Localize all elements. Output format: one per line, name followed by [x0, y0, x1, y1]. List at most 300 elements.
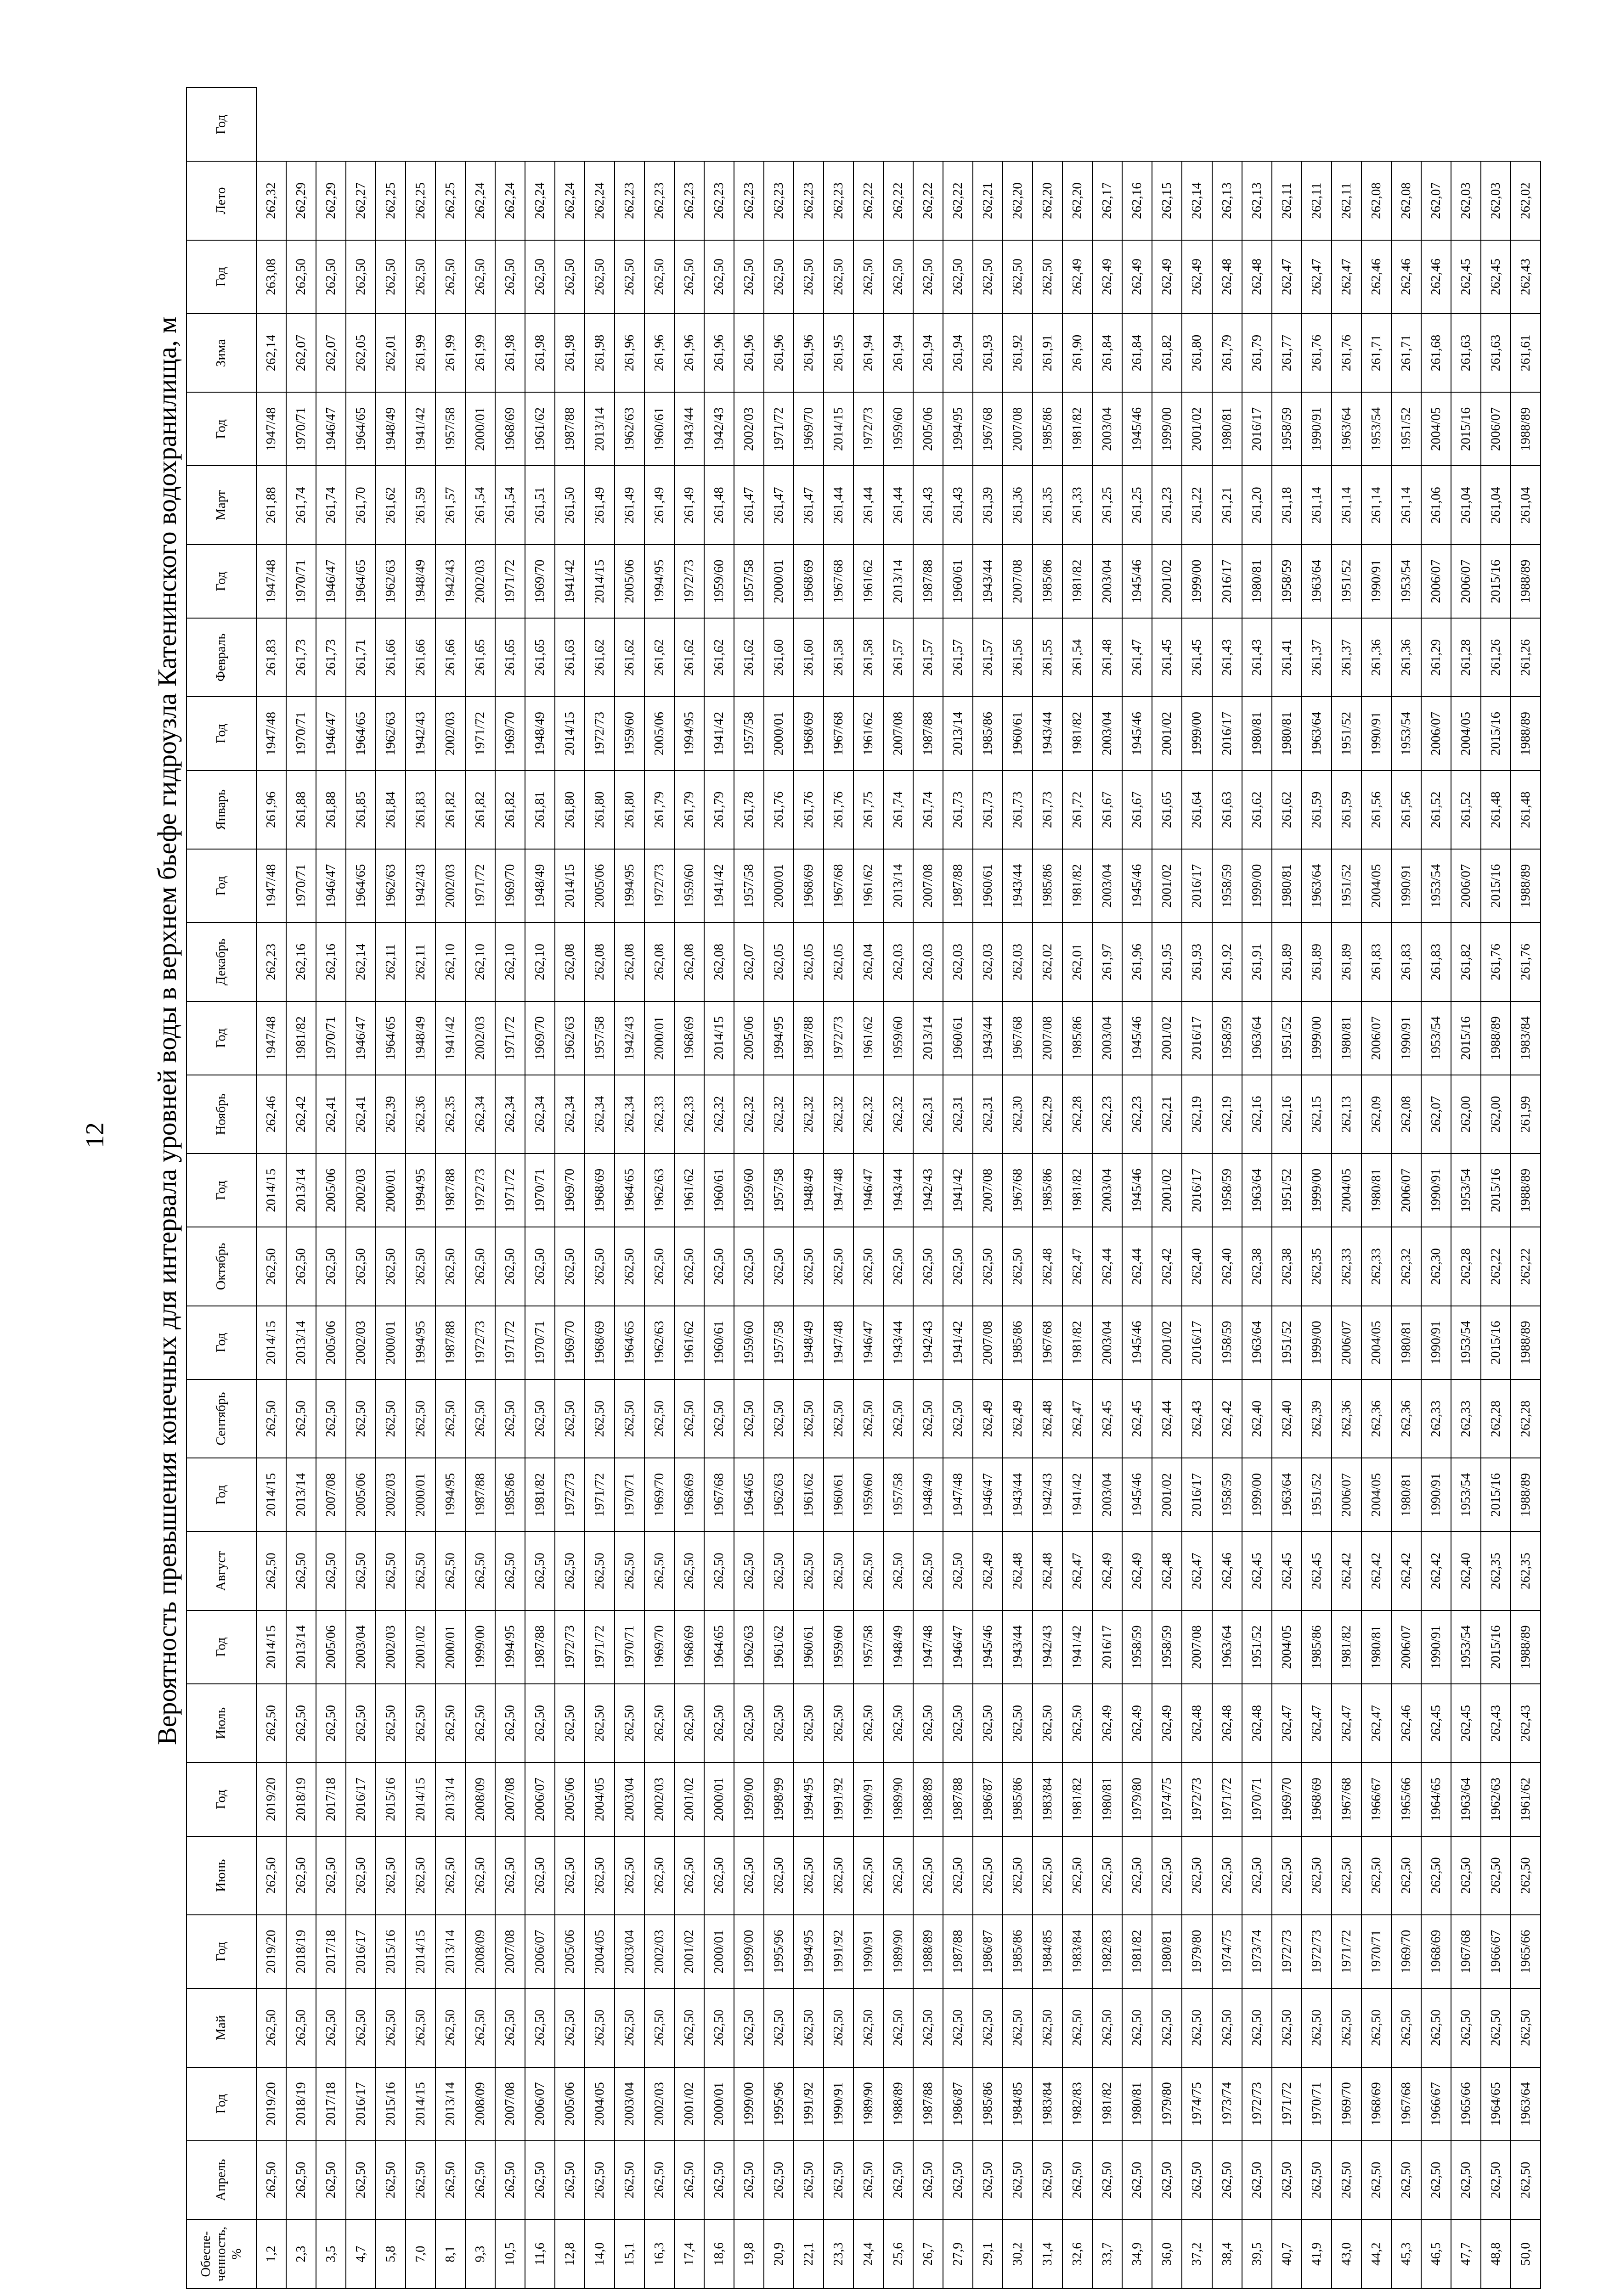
table-row: [1481, 88, 1511, 2289]
table-cell: 1980/81: [1361, 1610, 1391, 1684]
probability-cell: 46,5: [1421, 2219, 1451, 2289]
table-cell: 1979/80: [1152, 2067, 1182, 2141]
table-cell: 262,20: [1062, 161, 1092, 240]
table-cell: 1970/71: [286, 849, 316, 923]
table-cell: 262,00: [1481, 1075, 1511, 1154]
probability-cell: 26,7: [913, 2219, 943, 2289]
table-cell: 262,50: [376, 1836, 406, 1915]
table-cell: 262,50: [973, 1227, 1003, 1306]
table-cell: 1987/88: [525, 1610, 555, 1684]
table-cell: 262,50: [495, 1379, 525, 1458]
table-cell: 261,57: [883, 618, 913, 697]
table-cell: 2004/05: [1361, 849, 1391, 923]
table-cell: 262,50: [794, 1531, 824, 1610]
table-cell: 2004/05: [585, 1762, 615, 1836]
table-cell: 1972/73: [465, 1306, 495, 1379]
table-cell: 2013/14: [913, 1002, 943, 1075]
table-cell: 262,50: [1152, 1988, 1182, 2067]
table-cell: 262,50: [794, 1684, 824, 1762]
table-cell: 261,43: [943, 466, 973, 545]
table-cell: 261,76: [1332, 314, 1361, 392]
table-cell: 262,50: [1242, 1988, 1272, 2067]
table-cell: 262,46: [1391, 1684, 1421, 1762]
table-cell: 262,50: [406, 1988, 435, 2067]
column-header: Август: [186, 1531, 256, 1610]
table-cell: 262,50: [704, 2141, 734, 2219]
table-cell: 261,43: [1212, 618, 1242, 697]
table-cell: 1943/44: [1003, 1610, 1033, 1684]
table-cell: 1963/64: [1302, 697, 1332, 770]
table-cell: 261,04: [1481, 466, 1511, 545]
table-cell: 262,50: [525, 1684, 555, 1762]
table-cell: 261,88: [316, 771, 346, 849]
table-cell: 1959/60: [734, 1306, 764, 1379]
table-cell: 262,03: [913, 923, 943, 1001]
table-cell: 2007/08: [495, 1915, 525, 1988]
table-cell: 1972/73: [555, 1610, 585, 1684]
table-cell: 1987/88: [435, 1154, 465, 1227]
table-cell: 1971/72: [1212, 1762, 1242, 1836]
table-cell: 2003/04: [1092, 697, 1122, 770]
column-header: Ноябрь: [186, 1075, 256, 1154]
table-row: [1421, 88, 1451, 2289]
table-cell: 2014/15: [256, 1610, 286, 1684]
table-cell: 1941/42: [1062, 1458, 1092, 1531]
table-cell: 1971/72: [764, 392, 794, 466]
table-cell: 262,50: [316, 1531, 346, 1610]
table-cell: 261,57: [913, 618, 943, 697]
table-cell: 262,48: [1182, 1684, 1212, 1762]
table-cell: 2003/04: [615, 2067, 644, 2141]
table-cell: 1987/88: [555, 392, 585, 466]
table-cell: 262,50: [1332, 1836, 1361, 1915]
table-cell: 1959/60: [615, 697, 644, 770]
table-cell: 1985/86: [1033, 392, 1062, 466]
table-cell: 261,79: [704, 771, 734, 849]
table-row: [555, 88, 585, 2289]
table-cell: 1981/82: [1062, 849, 1092, 923]
table-cell: 1958/59: [1212, 849, 1242, 923]
table-cell: 262,50: [495, 1227, 525, 1306]
document-title: Вероятность превышения конечных для интервала уровней воды в верхнем бьефе гидроузла Катенинского водохранилища, м: [152, 316, 182, 1745]
table-cell: 1957/58: [883, 1458, 913, 1531]
probability-cell: 27,9: [943, 2219, 973, 2289]
table-cell: 1988/89: [1511, 849, 1541, 923]
table-cell: 261,47: [764, 466, 794, 545]
table-cell: 1988/89: [1511, 545, 1541, 618]
table-cell: 261,67: [1122, 771, 1152, 849]
table-cell: 1983/84: [1511, 1002, 1541, 1075]
table-cell: 261,96: [704, 314, 734, 392]
table-cell: 1973/74: [1212, 2067, 1242, 2141]
table-cell: 1988/89: [1511, 1306, 1541, 1379]
table-cell: 2005/06: [734, 1002, 764, 1075]
table-cell: 1999/00: [734, 2067, 764, 2141]
table-cell: 261,80: [1182, 314, 1212, 392]
table-row: [1511, 88, 1541, 2289]
table-cell: 1966/67: [1481, 1915, 1511, 1988]
table-row: [406, 88, 435, 2289]
table-cell: 1994/95: [406, 1306, 435, 1379]
table-cell: 2005/06: [913, 392, 943, 466]
table-cell: 1947/48: [256, 697, 286, 770]
table-cell: 261,96: [674, 314, 704, 392]
table-cell: 1942/43: [1033, 1458, 1062, 1531]
table-cell: 262,23: [644, 161, 674, 240]
table-cell: 261,55: [1033, 618, 1062, 697]
table-cell: 1981/82: [1092, 2067, 1122, 2141]
table-cell: 1969/70: [555, 1306, 585, 1379]
table-cell: 1960/61: [943, 545, 973, 618]
table-cell: 1985/86: [973, 697, 1003, 770]
table-cell: 262,25: [406, 161, 435, 240]
table-cell: 2004/05: [1421, 392, 1451, 466]
table-cell: 1946/47: [316, 697, 346, 770]
table-cell: 261,54: [465, 466, 495, 545]
table-cell: 262,17: [1092, 161, 1122, 240]
table-cell: 261,74: [913, 771, 943, 849]
table-cell: 262,07: [734, 923, 764, 1001]
table-cell: 262,19: [1212, 1075, 1242, 1154]
table-cell: 262,13: [1212, 161, 1242, 240]
table-cell: 1958/59: [1272, 392, 1302, 466]
table-row: [644, 88, 674, 2289]
table-cell: 1969/70: [555, 1154, 585, 1227]
table-row: [346, 88, 376, 2289]
table-cell: 262,50: [1212, 1988, 1242, 2067]
table-cell: 2017/18: [316, 1762, 346, 1836]
table-cell: 1985/86: [1003, 1762, 1033, 1836]
table-cell: 262,50: [1122, 1988, 1152, 2067]
table-row: [316, 88, 346, 2289]
table-cell: 2014/15: [824, 392, 853, 466]
table-cell: 261,82: [1451, 923, 1481, 1001]
table-cell: 262,50: [1152, 2141, 1182, 2219]
table-cell: 261,81: [525, 771, 555, 849]
table-cell: 261,63: [555, 618, 585, 697]
table-cell: 262,19: [1182, 1075, 1212, 1154]
table-cell: 262,01: [1062, 923, 1092, 1001]
table-cell: 262,50: [883, 1227, 913, 1306]
table-cell: 262,50: [465, 1836, 495, 1915]
table-cell: 262,41: [346, 1075, 376, 1154]
table-cell: 262,49: [1092, 1531, 1122, 1610]
table-cell: 2002/03: [346, 1306, 376, 1379]
table-cell: 262,43: [1511, 1684, 1541, 1762]
table-cell: 2004/05: [585, 2067, 615, 2141]
table-cell: 1971/72: [1272, 2067, 1302, 2141]
table-cell: 1972/73: [585, 697, 615, 770]
table-cell: 1942/43: [704, 392, 734, 466]
table-cell: 262,50: [346, 1379, 376, 1458]
table-cell: 262,04: [853, 923, 883, 1001]
table-cell: 1946/47: [316, 849, 346, 923]
table-cell: 261,54: [495, 466, 525, 545]
table-cell: 262,50: [704, 240, 734, 314]
table-cell: 2001/02: [1152, 1002, 1182, 1075]
table-cell: 1948/49: [794, 1154, 824, 1227]
table-cell: 2017/18: [316, 2067, 346, 2141]
table-cell: 1999/00: [1302, 1154, 1332, 1227]
table-cell: 262,23: [1122, 1075, 1152, 1154]
table-cell: 1957/58: [764, 1306, 794, 1379]
table-cell: 1970/71: [615, 1458, 644, 1531]
table-cell: 261,47: [794, 466, 824, 545]
table-cell: 261,36: [1391, 618, 1421, 697]
table-cell: 262,50: [1451, 1836, 1481, 1915]
table-cell: 261,48: [704, 466, 734, 545]
table-cell: 263,08: [256, 240, 286, 314]
table-cell: 1983/84: [1033, 2067, 1062, 2141]
table-cell: 2003/04: [1092, 1458, 1122, 1531]
table-cell: 262,50: [1092, 1988, 1122, 2067]
table-cell: 261,14: [1302, 466, 1332, 545]
table-cell: 2013/14: [585, 392, 615, 466]
table-cell: 262,40: [1451, 1531, 1481, 1610]
table-cell: 262,49: [1122, 240, 1152, 314]
table-cell: 1963/64: [1212, 1610, 1242, 1684]
table-cell: 261,83: [1421, 923, 1451, 1001]
table-cell: 262,50: [734, 2141, 764, 2219]
table-cell: 1980/81: [1092, 1762, 1122, 1836]
table-cell: 262,46: [1212, 1531, 1242, 1610]
table-cell: 261,62: [615, 618, 644, 697]
table-cell: 261,72: [1062, 771, 1092, 849]
table-cell: 261,96: [794, 314, 824, 392]
table-cell: 262,50: [734, 1684, 764, 1762]
table-cell: 262,50: [555, 1531, 585, 1610]
table-cell: 1980/81: [1242, 545, 1272, 618]
table-cell: 1945/46: [1122, 392, 1152, 466]
table-cell: 2005/06: [555, 1915, 585, 1988]
table-cell: 262,50: [644, 1379, 674, 1458]
table-cell: 2016/17: [1182, 1458, 1212, 1531]
table-cell: 1943/44: [883, 1154, 913, 1227]
table-cell: 2004/05: [1451, 697, 1481, 770]
table-cell: 262,14: [1182, 161, 1212, 240]
table-cell: 1951/52: [1391, 392, 1421, 466]
table-cell: 1951/52: [1272, 1002, 1302, 1075]
table-cell: 261,26: [1511, 618, 1541, 697]
table-cell: 1969/70: [495, 697, 525, 770]
table-cell: 1969/70: [495, 849, 525, 923]
probability-cell: 33,7: [1092, 2219, 1122, 2289]
table-cell: 261,63: [1212, 771, 1242, 849]
table-cell: 262,44: [1092, 1227, 1122, 1306]
table-cell: 1991/92: [794, 2067, 824, 2141]
table-cell: 262,50: [824, 1988, 853, 2067]
table-cell: 262,39: [1302, 1379, 1332, 1458]
table-cell: 1987/88: [794, 1002, 824, 1075]
table-cell: 261,41: [1272, 618, 1302, 697]
table-cell: 261,52: [1421, 771, 1451, 849]
table-cell: 1994/95: [674, 697, 704, 770]
table-cell: 1969/70: [794, 392, 824, 466]
table-cell: 261,80: [585, 771, 615, 849]
table-cell: 1948/49: [376, 392, 406, 466]
table-cell: 1964/65: [376, 1002, 406, 1075]
table-cell: 1999/00: [465, 1610, 495, 1684]
table-cell: 1994/95: [435, 1458, 465, 1531]
table-cell: 261,79: [1212, 314, 1242, 392]
table-cell: 1981/82: [286, 1002, 316, 1075]
table-cell: 261,65: [1152, 771, 1182, 849]
table-cell: 262,50: [316, 1227, 346, 1306]
probability-cell: 25,6: [883, 2219, 913, 2289]
table-cell: 1964/65: [704, 1610, 734, 1684]
table-cell: 261,58: [824, 618, 853, 697]
table-cell: 262,24: [585, 161, 615, 240]
table-cell: 262,28: [1062, 1075, 1092, 1154]
table-cell: 262,49: [1092, 240, 1122, 314]
table-row: [1122, 88, 1152, 2289]
table-cell: 261,57: [435, 466, 465, 545]
table-cell: 1945/46: [1122, 849, 1152, 923]
table-cell: 1942/43: [435, 545, 465, 618]
table-cell: 262,50: [286, 2141, 316, 2219]
table-cell: 262,50: [555, 1988, 585, 2067]
table-cell: 261,48: [1481, 771, 1511, 849]
table-cell: 261,96: [734, 314, 764, 392]
table-cell: 2000/01: [764, 545, 794, 618]
table-cell: 261,56: [1361, 771, 1391, 849]
table-cell: 1967/68: [824, 697, 853, 770]
table-cell: 261,65: [495, 618, 525, 697]
table-cell: 2007/08: [316, 1458, 346, 1531]
table-cell: 262,50: [674, 1379, 704, 1458]
table-cell: 262,49: [1122, 1531, 1152, 1610]
column-header: Октябрь: [186, 1227, 256, 1306]
table-cell: 262,50: [913, 1988, 943, 2067]
table-cell: 262,50: [853, 1684, 883, 1762]
table-cell: 2013/14: [883, 545, 913, 618]
table-cell: 262,49: [1152, 240, 1182, 314]
table-row: [704, 88, 734, 2289]
table-cell: 1988/89: [913, 1762, 943, 1836]
probability-cell: 32,6: [1062, 2219, 1092, 2289]
table-cell: 262,33: [674, 1075, 704, 1154]
table-cell: 262,23: [674, 161, 704, 240]
table-cell: 262,50: [615, 1988, 644, 2067]
table-cell: 262,50: [1361, 2141, 1391, 2219]
table-cell: 262,47: [1062, 1531, 1092, 1610]
table-cell: 1953/54: [1451, 1610, 1481, 1684]
table-cell: 262,35: [1302, 1227, 1332, 1306]
table-cell: 2006/07: [525, 2067, 555, 2141]
table-cell: 1953/54: [1361, 392, 1391, 466]
table-cell: 1953/54: [1451, 1306, 1481, 1379]
table-cell: 1988/89: [1511, 697, 1541, 770]
table-cell: 261,49: [615, 466, 644, 545]
table-cell: 262,50: [316, 1684, 346, 1762]
table-cell: 1962/63: [555, 1002, 585, 1075]
table-cell: 262,50: [943, 1531, 973, 1610]
table-cell: 262,50: [824, 1531, 853, 1610]
table-cell: 262,50: [644, 2141, 674, 2219]
table-cell: 2001/02: [1152, 545, 1182, 618]
table-cell: 262,50: [913, 1227, 943, 1306]
table-row: [1033, 88, 1062, 2289]
table-cell: 2008/09: [465, 1762, 495, 1836]
column-header: Год: [186, 1762, 256, 1836]
table-cell: 261,73: [943, 771, 973, 849]
table-cell: 2015/16: [1481, 545, 1511, 618]
table-cell: 262,50: [465, 2141, 495, 2219]
column-header: Лето: [186, 161, 256, 240]
table-cell: 262,50: [555, 1836, 585, 1915]
probability-cell: 38,4: [1212, 2219, 1242, 2289]
table-cell: 1980/81: [1361, 1154, 1391, 1227]
table-cell: 261,80: [615, 771, 644, 849]
table-cell: 261,21: [1212, 466, 1242, 545]
table-cell: 262,50: [585, 240, 615, 314]
table-cell: 262,50: [1511, 1988, 1541, 2067]
table-cell: 261,65: [465, 618, 495, 697]
table-cell: 2004/05: [1332, 1154, 1361, 1227]
table-row: [734, 88, 764, 2289]
table-cell: 1961/62: [525, 392, 555, 466]
table-cell: 1985/86: [1003, 1306, 1033, 1379]
table-cell: 2007/08: [1033, 1002, 1062, 1075]
table-cell: 2006/07: [1451, 849, 1481, 923]
table-cell: 262,14: [256, 314, 286, 392]
table-cell: 262,16: [316, 923, 346, 1001]
table-cell: 261,82: [465, 771, 495, 849]
table-cell: 1961/62: [1511, 1762, 1541, 1836]
table-cell: 2005/06: [585, 849, 615, 923]
table-cell: 2014/15: [585, 545, 615, 618]
table-cell: 2014/15: [555, 697, 585, 770]
table-cell: 262,49: [973, 1531, 1003, 1610]
table-cell: 2014/15: [256, 1306, 286, 1379]
table-cell: 261,82: [435, 771, 465, 849]
table-cell: 262,23: [794, 161, 824, 240]
table-cell: 262,50: [316, 1988, 346, 2067]
table-cell: 262,45: [1272, 1531, 1302, 1610]
table-cell: 262,02: [1033, 923, 1062, 1001]
table-cell: 262,14: [346, 923, 376, 1001]
table-cell: 262,50: [973, 2141, 1003, 2219]
table-cell: 1972/73: [824, 1002, 853, 1075]
table-cell: 262,50: [853, 1227, 883, 1306]
table-cell: 261,22: [1182, 466, 1212, 545]
table-cell: 262,50: [555, 1379, 585, 1458]
probability-cell: 31,4: [1033, 2219, 1062, 2289]
table-cell: 1943/44: [883, 1306, 913, 1379]
table-cell: 2004/05: [585, 1915, 615, 1988]
table-cell: 1994/95: [794, 1915, 824, 1988]
table-cell: 261,73: [1033, 771, 1062, 849]
table-cell: 262,50: [406, 2141, 435, 2219]
probability-cell: 16,3: [644, 2219, 674, 2289]
table-cell: 261,60: [764, 618, 794, 697]
table-cell: 1948/49: [406, 545, 435, 618]
table-cell: 262,50: [734, 1227, 764, 1306]
table-cell: 1947/48: [943, 1458, 973, 1531]
table-cell: 262,50: [585, 1379, 615, 1458]
table-cell: 262,50: [286, 1988, 316, 2067]
probability-cell: 11,6: [525, 2219, 555, 2289]
table-cell: 262,50: [1062, 1836, 1092, 1915]
table-cell: 1965/66: [1511, 1915, 1541, 1988]
table-cell: 262,50: [824, 1379, 853, 1458]
table-cell: 262,50: [734, 1379, 764, 1458]
table-cell: 262,30: [1421, 1227, 1451, 1306]
table-cell: 2006/07: [525, 1915, 555, 1988]
table-cell: 261,73: [973, 771, 1003, 849]
probability-cell: 30,2: [1003, 2219, 1033, 2289]
table-body: [256, 88, 1541, 2289]
